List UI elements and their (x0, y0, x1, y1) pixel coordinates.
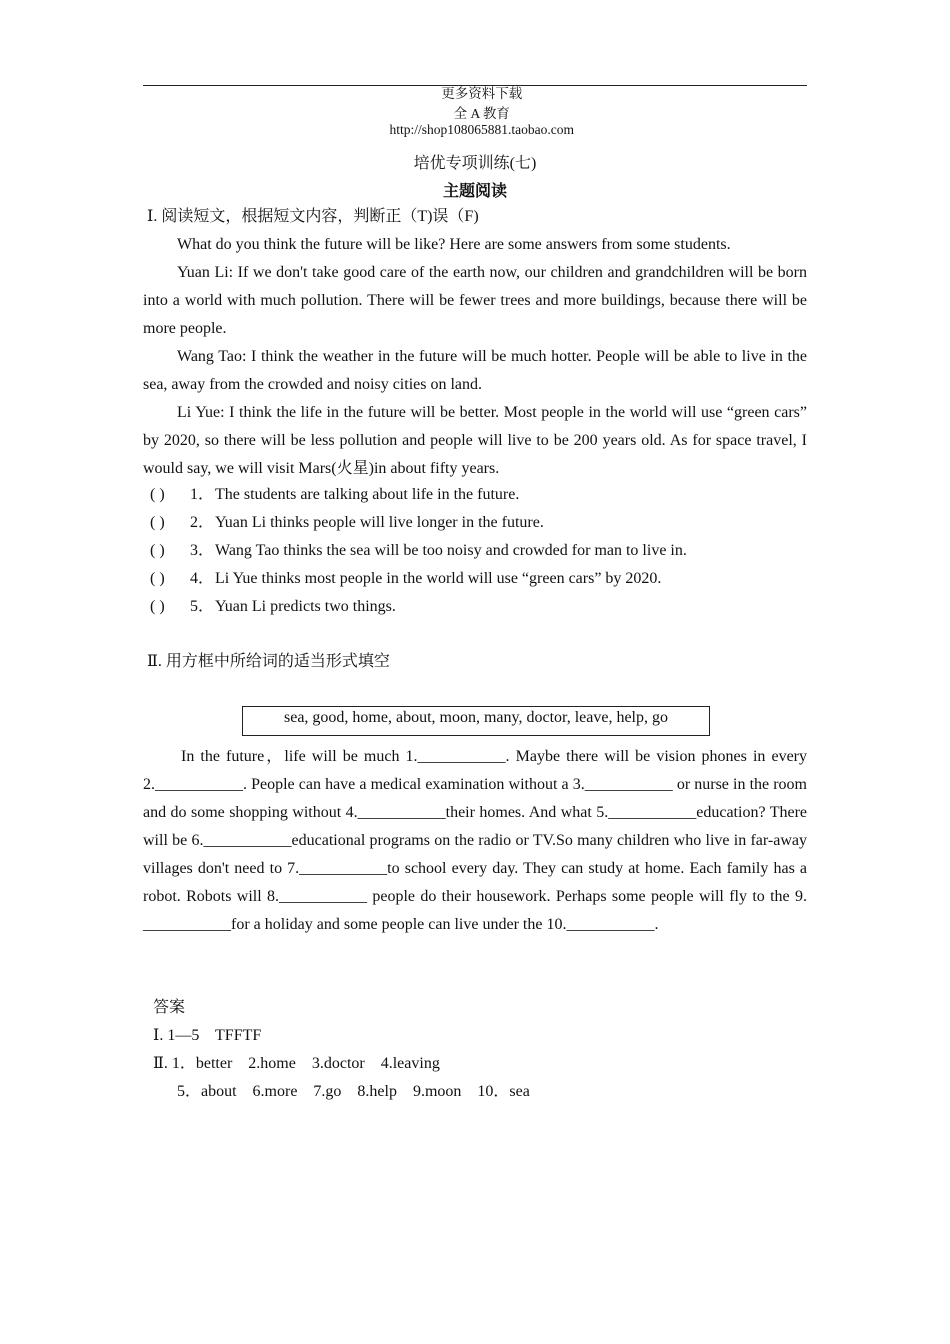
answer-blank[interactable]: ( ) (150, 542, 165, 559)
answer-line-section2-cont: 5．about 6.more 7.go 8.help 9.moon 10．sea (177, 1083, 530, 1100)
answer-heading: 答案 (153, 999, 186, 1016)
document-title: 培优专项训练(七) (413, 155, 537, 172)
question-item (150, 537, 687, 565)
question-item (150, 593, 687, 621)
answer-blank[interactable]: ( ) (150, 486, 165, 503)
question-number: 3． (190, 542, 215, 559)
question-text: Wang Tao thinks the sea will be too noisy and crowded for man to live in. (215, 542, 687, 559)
answer-blank[interactable]: ( ) (150, 514, 165, 531)
question-item (150, 565, 687, 593)
question-item (150, 481, 687, 509)
section2-heading: Ⅱ. 用方框中所给词的适当形式填空 (147, 653, 390, 670)
answer-line-section1: Ⅰ. 1—5 TFFTF (153, 1027, 262, 1044)
fill-in-text: In the future，life will be much 1.___________. Maybe there will be vision phones in every 2.___________. People can have a medical examination without a 3.___________ or nurse in the room and do some shopping without 4.___________their homes. And what 5.___________education? There will be 6.___________educational programs on the radio or TV.So many children who live in far-away villages don't need to 7.___________to school every day. They can study at home. Each family has a robot. Robots will 8.___________ people do their housework. Perhaps some people will fly to the 9. ___________for a holiday and some people can live under the 10.___________. (143, 748, 807, 933)
answer-key (153, 994, 530, 1106)
reading-passage (143, 231, 807, 483)
document-subtitle: 主题阅读 (442, 183, 507, 200)
passage-paragraph: Wang Tao: I think the weather in the future will be much hotter. People will be able to live in the sea, away from the crowded and noisy cities on land. (143, 348, 807, 393)
answer-blank[interactable]: ( ) (150, 570, 165, 587)
fill-in-passage (143, 743, 807, 939)
section1-heading: Ⅰ. 阅读短文，根据短文内容，判断正（T)误（F) (147, 208, 479, 225)
answer-blank[interactable]: ( ) (150, 598, 165, 615)
question-item (150, 509, 687, 537)
passage-paragraph: Li Yue: I think the life in the future will be better. Most people in the world will use “green cars” by 2020, so there will be less pollution and people will live to be 200 years old. As for space travel, I would say, we will visit Mars(火星)in about fifty years. (143, 404, 807, 477)
header-download-text: 更多资料下载 (441, 86, 523, 101)
answer-line-section2: Ⅱ. 1．better 2.home 3.doctor 4.leaving (153, 1055, 440, 1072)
passage-paragraph: What do you think the future will be like? Here are some answers from some students. (177, 236, 731, 253)
question-number: 2． (190, 514, 215, 531)
question-text: Yuan Li predicts two things. (215, 598, 396, 615)
word-box: sea, good, home, about, moon, many, doctor, leave, help, go (242, 706, 710, 736)
header-shop-url[interactable]: http://shop108065881.taobao.com (389, 122, 574, 137)
passage-paragraph: Yuan Li: If we don't take good care of the earth now, our children and grandchildren will be born into a world with much pollution. There will be fewer trees and more buildings, because there will be more people. (143, 264, 807, 337)
question-text: Li Yue thinks most people in the world will use “green cars” by 2020. (215, 570, 662, 587)
true-false-questions (150, 481, 687, 621)
question-text: The students are talking about life in the future. (215, 486, 520, 503)
page-header (143, 66, 807, 137)
header-brand-text: 全 A 教育 (453, 106, 510, 121)
question-number: 4． (190, 570, 215, 587)
question-number: 5． (190, 598, 215, 615)
question-number: 1． (190, 486, 215, 503)
question-text: Yuan Li thinks people will live longer in the future. (215, 514, 544, 531)
